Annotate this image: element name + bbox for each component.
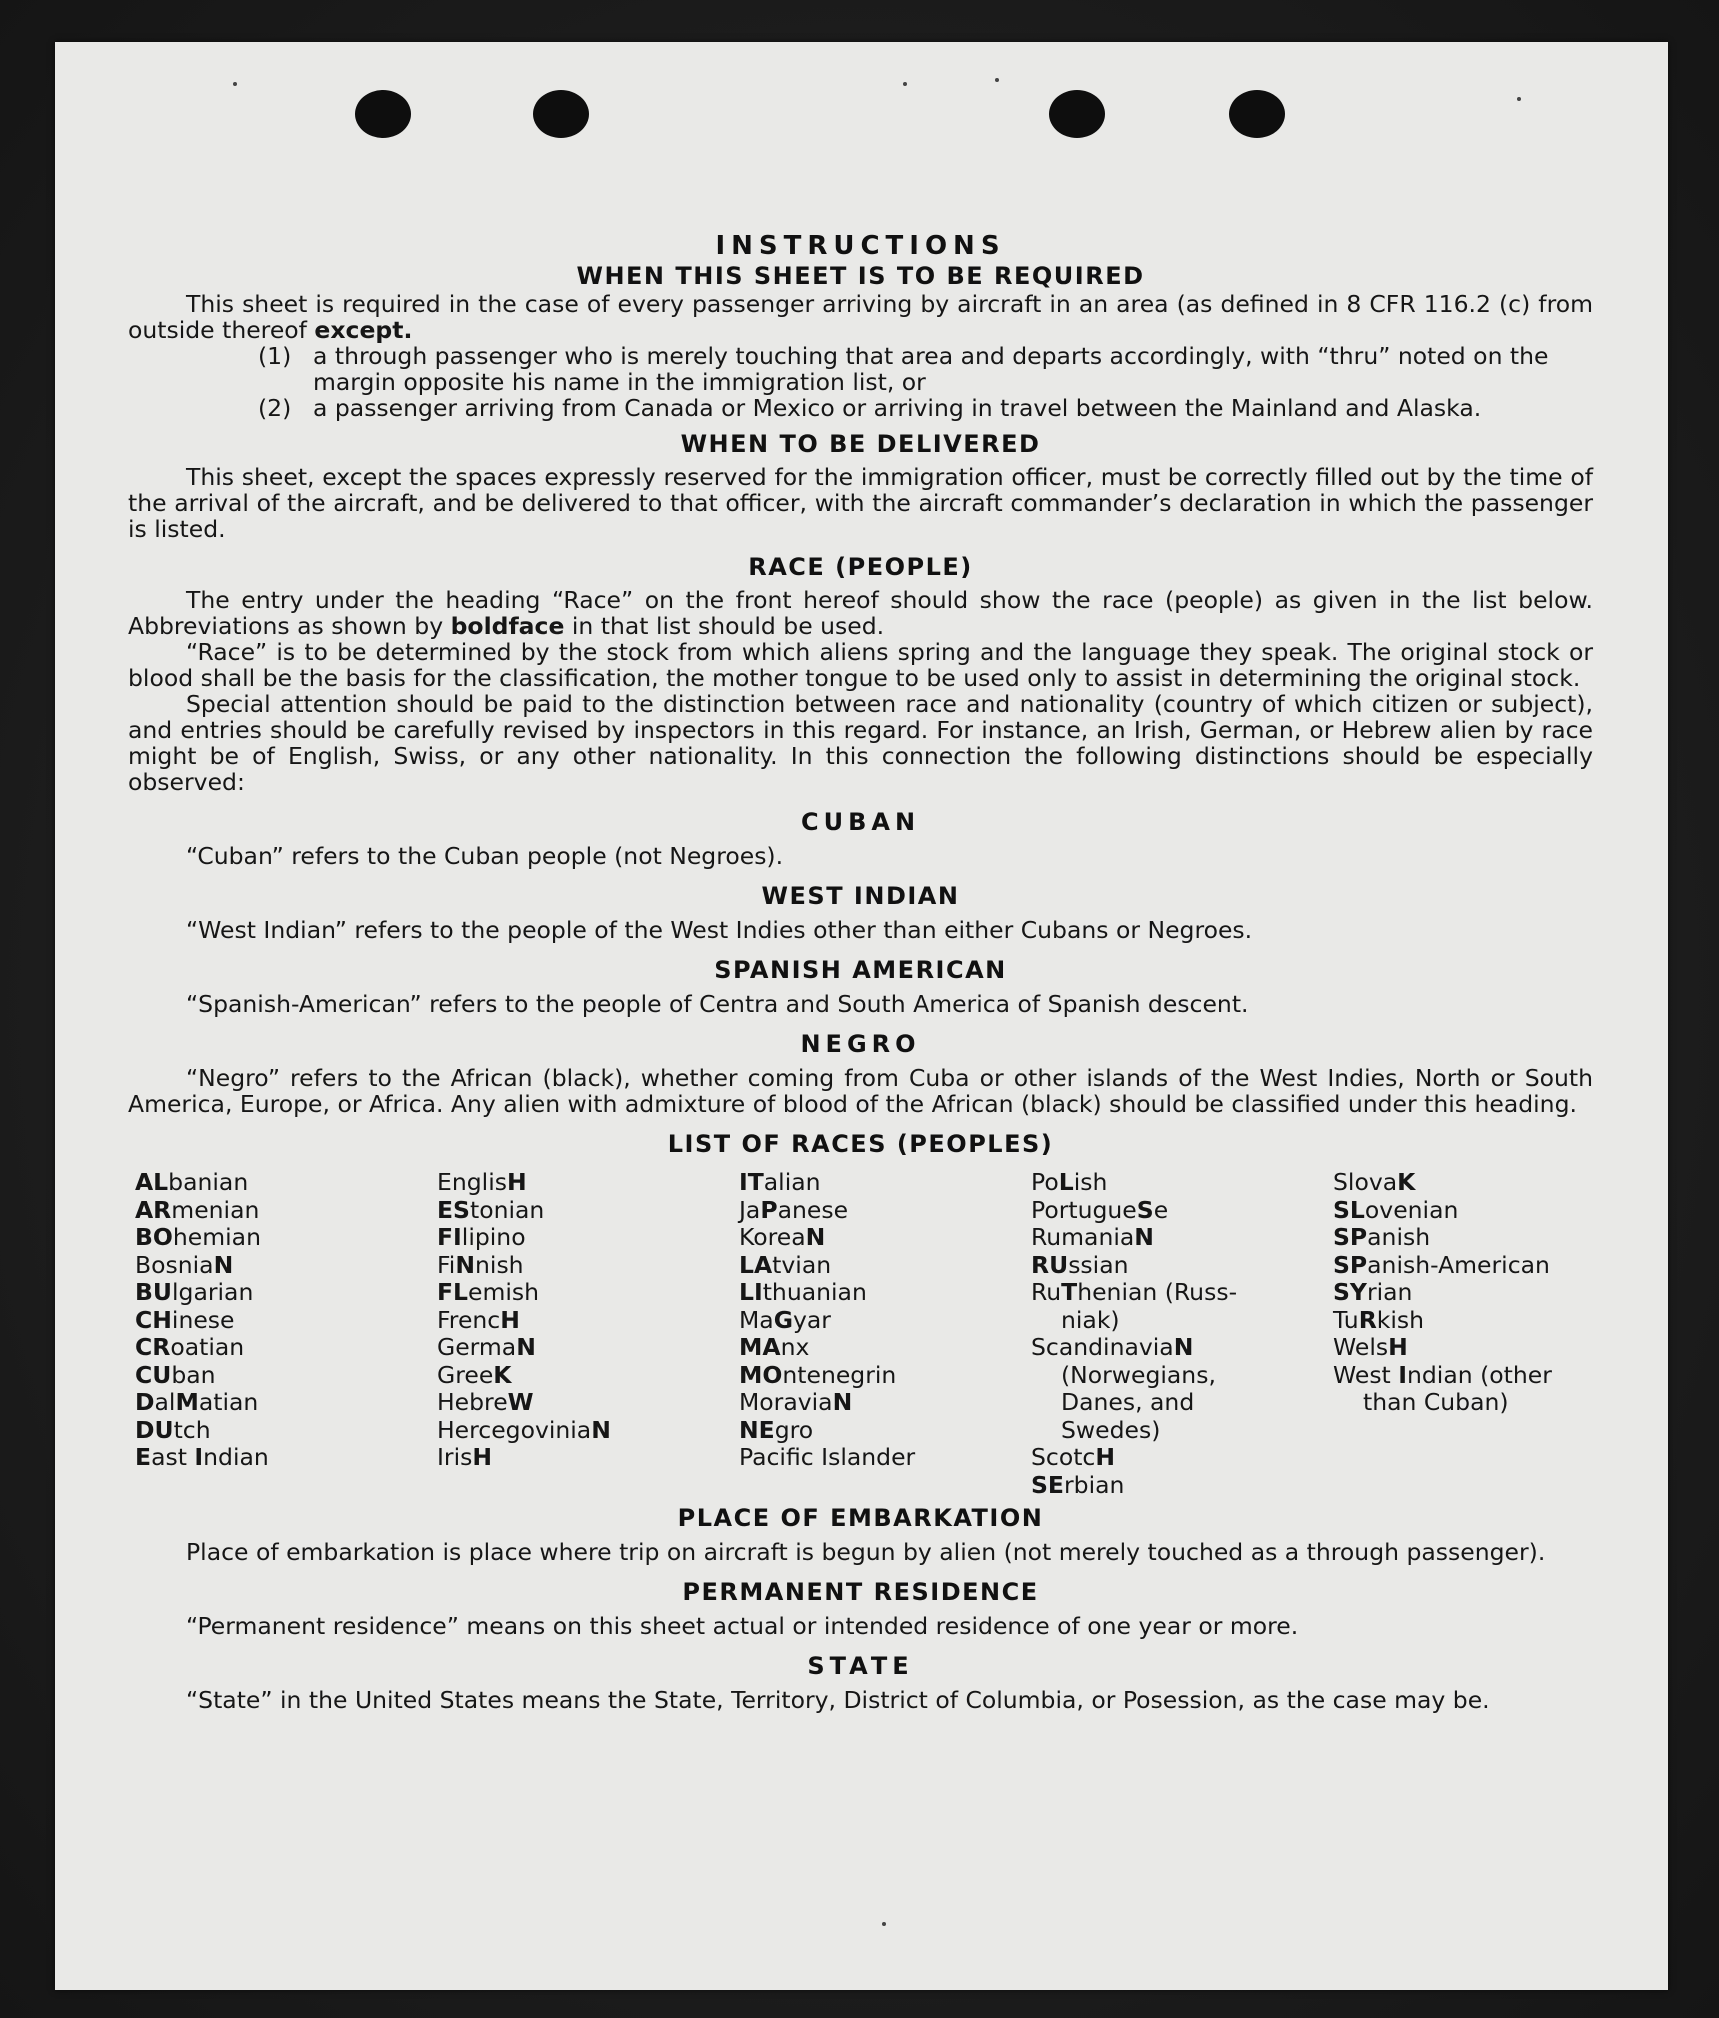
race-abbreviation: MA bbox=[739, 1333, 781, 1361]
race-name-part: nish bbox=[475, 1250, 524, 1279]
race-name-part: Scotc bbox=[1031, 1443, 1096, 1471]
negro-text: “Negro” refers to the African (black), whether coming from Cuba or other islands of the West Indies, North or South America, Europe, or Africa. Any alien with admixture of blood of the African (black) should be classified under this heading. bbox=[128, 1064, 1593, 1118]
heading-when-required: WHEN THIS SHEET IS TO BE REQUIRED bbox=[576, 262, 1145, 290]
race-column bbox=[135, 1169, 437, 1499]
race-abbreviation: BO bbox=[135, 1223, 173, 1251]
race-name-part: ssian bbox=[1068, 1250, 1129, 1279]
race-abbreviation: MO bbox=[739, 1360, 783, 1389]
race-entry bbox=[1031, 1307, 1333, 1335]
race-abbreviation: I bbox=[1398, 1360, 1407, 1389]
race-abbreviation: FL bbox=[437, 1278, 469, 1306]
race-entry bbox=[1031, 1444, 1333, 1472]
race-entry bbox=[1031, 1197, 1333, 1225]
race-abbreviation: H bbox=[472, 1443, 493, 1471]
race-abbreviation: AL bbox=[135, 1168, 169, 1196]
heading-spanish-american: SPANISH AMERICAN bbox=[714, 956, 1007, 984]
heading-negro: NEGRO bbox=[800, 1030, 921, 1058]
race-entry bbox=[135, 1169, 437, 1197]
race-name-part: Slova bbox=[1333, 1168, 1398, 1196]
race-name-part: Ma bbox=[739, 1305, 774, 1334]
race-name-part: Po bbox=[1031, 1168, 1059, 1196]
race-name-part: ndian bbox=[203, 1443, 269, 1471]
race-name-part: than Cuban) bbox=[1363, 1388, 1509, 1416]
instructions-content bbox=[128, 190, 1593, 1713]
heading-cuban: CUBAN bbox=[800, 808, 921, 836]
race-abbreviation: BU bbox=[135, 1278, 172, 1306]
race-abbreviation: SL bbox=[1333, 1195, 1365, 1224]
race-abbreviation: NE bbox=[739, 1415, 775, 1444]
race-entry bbox=[135, 1444, 437, 1472]
race-name-part: tch bbox=[173, 1415, 211, 1444]
heading-race: RACE (PEOPLE) bbox=[748, 553, 973, 581]
race-abbreviation: N bbox=[591, 1415, 611, 1444]
race-name-part: Korea bbox=[739, 1223, 806, 1251]
race-p1-bold: boldface bbox=[450, 612, 565, 640]
race-name-part: gro bbox=[774, 1415, 814, 1444]
document-sheet bbox=[55, 42, 1668, 1990]
race-entry bbox=[739, 1169, 1031, 1197]
punch-hole bbox=[1229, 90, 1285, 138]
cuban-text: “Cuban” refers to the Cuban people (not Negroes). bbox=[186, 842, 784, 870]
when-required-except: except. bbox=[314, 316, 413, 344]
race-abbreviation: S bbox=[1136, 1195, 1154, 1224]
race-entry bbox=[1333, 1224, 1593, 1252]
race-name-part: tonian bbox=[469, 1195, 545, 1224]
race-name-part: lipino bbox=[461, 1223, 526, 1251]
race-abbreviation: AR bbox=[135, 1195, 172, 1224]
race-name-part: Danes, and bbox=[1061, 1388, 1195, 1416]
race-name-part: alian bbox=[763, 1168, 821, 1196]
race-abbreviation: N bbox=[213, 1250, 234, 1279]
race-abbreviation: SP bbox=[1333, 1250, 1368, 1279]
race-entry bbox=[135, 1197, 437, 1225]
race-abbreviation: E bbox=[135, 1443, 152, 1471]
heading-when-delivered: WHEN TO BE DELIVERED bbox=[680, 430, 1041, 458]
race-entry bbox=[437, 1362, 739, 1390]
race-abbreviation: N bbox=[1134, 1223, 1154, 1251]
race-abbreviation: H bbox=[1095, 1443, 1116, 1471]
race-entry bbox=[1031, 1279, 1333, 1307]
punch-hole bbox=[355, 90, 411, 138]
dust-speck bbox=[1517, 97, 1521, 101]
race-name-part: Frenc bbox=[437, 1305, 501, 1334]
race-entry bbox=[1031, 1389, 1333, 1417]
race-abbreviation: LA bbox=[739, 1250, 773, 1279]
race-name-part: hemian bbox=[172, 1223, 261, 1251]
race-entry bbox=[1333, 1169, 1593, 1197]
race-entry bbox=[135, 1362, 437, 1390]
race-abbreviation: IT bbox=[739, 1168, 764, 1196]
race-abbreviation: N bbox=[1173, 1333, 1194, 1361]
race-abbreviation: H bbox=[1388, 1333, 1408, 1361]
race-entry bbox=[1333, 1362, 1593, 1390]
race-name-part: ish bbox=[1073, 1168, 1108, 1196]
race-entry bbox=[135, 1279, 437, 1307]
race-list bbox=[135, 1169, 1593, 1499]
race-entry bbox=[1333, 1197, 1593, 1225]
state-text: “State” in the United States means the State, Territory, District of Columbia, or Posession, as the case may be. bbox=[186, 1686, 1490, 1714]
race-abbreviation: SY bbox=[1333, 1278, 1367, 1306]
race-entry bbox=[1031, 1169, 1333, 1197]
dust-speck bbox=[903, 82, 907, 86]
punch-hole bbox=[533, 90, 589, 138]
race-name-part: Iris bbox=[437, 1443, 473, 1471]
race-name-part: menian bbox=[171, 1195, 260, 1224]
race-column bbox=[1333, 1169, 1593, 1499]
race-abbreviation: FI bbox=[437, 1223, 462, 1251]
race-paragraph-1 bbox=[128, 587, 1593, 639]
when-required-intro-text: This sheet is required in the case of every passenger arriving by aircraft in an area (as defined in 8 CFR 116.2 (c) from outside thereof bbox=[128, 290, 1593, 344]
spanish-american-text: “Spanish-American” refers to the people of Centra and South America of Spanish descent. bbox=[186, 990, 1249, 1018]
race-name-part: nx bbox=[780, 1333, 810, 1361]
race-abbreviation: DU bbox=[135, 1415, 174, 1444]
race-entry bbox=[135, 1389, 437, 1417]
race-name-part: kish bbox=[1376, 1305, 1425, 1334]
race-entry bbox=[739, 1417, 1031, 1445]
race-entry bbox=[437, 1197, 739, 1225]
race-abbreviation: W bbox=[507, 1388, 534, 1416]
race-name-part: Englis bbox=[437, 1168, 507, 1196]
race-name-part: al bbox=[154, 1388, 176, 1416]
race-abbreviation: K bbox=[1397, 1168, 1416, 1196]
race-name-part: Hebre bbox=[437, 1388, 508, 1416]
race-abbreviation: P bbox=[760, 1195, 778, 1224]
race-entry bbox=[1031, 1252, 1333, 1280]
race-entry bbox=[739, 1362, 1031, 1390]
exception-text: a passenger arriving from Canada or Mexico or arriving in travel between the Mainland and Alaska. bbox=[313, 394, 1482, 422]
race-name-part: inese bbox=[171, 1305, 235, 1334]
heading-permanent-residence: PERMANENT RESIDENCE bbox=[682, 1578, 1039, 1606]
race-abbreviation: N bbox=[805, 1223, 826, 1251]
race-p1-text: The entry under the heading “Race” on the front hereof should show the race (people) as given in the list below. Abbreviations as shown by bbox=[128, 586, 1593, 640]
when-required-intro bbox=[128, 291, 1593, 343]
race-name-part: ndian (other bbox=[1407, 1360, 1552, 1389]
race-paragraph-3: Special attention should be paid to the distinction between race and nationality (country of which citizen or subject), and entries should be carefully revised by inspectors in this regard. For instance, an Irish, German, or Hebrew alien by race might be of English, Swiss, or any other nationality. In this connection the following distinctions should be especially observed: bbox=[128, 690, 1593, 796]
race-abbreviation: M bbox=[175, 1388, 199, 1416]
heading-list-of-races: LIST OF RACES (PEOPLES) bbox=[667, 1130, 1054, 1158]
race-name-part: Gree bbox=[437, 1360, 494, 1389]
race-name-part: ast bbox=[151, 1443, 195, 1471]
race-name-part: Scandinavia bbox=[1031, 1333, 1174, 1361]
race-entry bbox=[437, 1334, 739, 1362]
race-entry bbox=[437, 1307, 739, 1335]
race-entry bbox=[1031, 1224, 1333, 1252]
race-entry bbox=[1333, 1279, 1593, 1307]
race-name-part: Ru bbox=[1031, 1278, 1062, 1306]
race-paragraph-2: “Race” is to be determined by the stock from which aliens spring and the language they speak. The original stock or blood shall be the basis for the classification, the mother tongue to be used only to assist in determining the original stock. bbox=[128, 638, 1593, 692]
race-entry bbox=[135, 1224, 437, 1252]
race-abbreviation: G bbox=[773, 1305, 793, 1334]
race-name-part: Rumania bbox=[1031, 1223, 1135, 1251]
race-name-part: oatian bbox=[170, 1333, 245, 1361]
race-abbreviation: T bbox=[1061, 1278, 1078, 1306]
race-name-part: yar bbox=[792, 1305, 831, 1334]
exception-number: (1) bbox=[258, 342, 292, 370]
heading-embarkation: PLACE OF EMBARKATION bbox=[677, 1504, 1044, 1532]
race-entry bbox=[739, 1252, 1031, 1280]
race-name-part: lgarian bbox=[172, 1278, 254, 1306]
race-entry bbox=[135, 1334, 437, 1362]
race-entry bbox=[437, 1252, 739, 1280]
race-name-part: Moravia bbox=[739, 1388, 833, 1416]
race-entry bbox=[1333, 1389, 1593, 1417]
race-abbreviation: N bbox=[455, 1250, 476, 1279]
race-entry bbox=[437, 1389, 739, 1417]
race-abbreviation: H bbox=[500, 1305, 520, 1334]
page-title: INSTRUCTIONS bbox=[715, 231, 1006, 261]
race-name-part: henian (Russ- bbox=[1077, 1278, 1238, 1306]
punch-hole bbox=[1049, 90, 1105, 138]
race-name-part: Ja bbox=[739, 1195, 761, 1224]
race-entry bbox=[739, 1307, 1031, 1335]
race-name-part: e bbox=[1153, 1195, 1169, 1224]
race-name-part: banian bbox=[168, 1168, 249, 1196]
race-name-part: rbian bbox=[1063, 1470, 1125, 1499]
race-entry bbox=[1333, 1307, 1593, 1335]
race-name-part: ntenegrin bbox=[782, 1360, 897, 1389]
race-entry bbox=[135, 1417, 437, 1445]
race-abbreviation: R bbox=[1358, 1305, 1377, 1334]
race-name-part: Bosnia bbox=[135, 1250, 214, 1279]
race-name-part: Fi bbox=[437, 1250, 456, 1279]
permanent-residence-text: “Permanent residence” means on this sheet actual or intended residence of one year or more. bbox=[186, 1612, 1299, 1640]
race-entry bbox=[437, 1417, 739, 1445]
race-name-part: Hercegovinia bbox=[437, 1415, 592, 1444]
race-entry bbox=[739, 1444, 1031, 1472]
race-abbreviation: D bbox=[135, 1388, 155, 1416]
race-name-part: emish bbox=[468, 1278, 540, 1306]
race-abbreviation: L bbox=[1058, 1168, 1074, 1196]
race-abbreviation: K bbox=[493, 1360, 512, 1389]
when-delivered-text: This sheet, except the spaces expressly reserved for the immigration officer, must be correctly filled out by the time of the arrival of the aircraft, and be delivered to that officer, with the aircraft commander’s declaration in which the passenger is listed. bbox=[128, 463, 1593, 543]
race-name-part: anish-American bbox=[1367, 1250, 1550, 1279]
exception-item bbox=[128, 395, 1593, 421]
race-entry bbox=[437, 1444, 739, 1472]
race-entry bbox=[1333, 1334, 1593, 1362]
heading-west-indian: WEST INDIAN bbox=[761, 882, 960, 910]
race-abbreviation: N bbox=[832, 1388, 853, 1416]
dust-speck bbox=[995, 78, 999, 82]
race-name-part: Germa bbox=[437, 1333, 517, 1361]
dust-speck bbox=[882, 1922, 886, 1926]
race-entry bbox=[739, 1197, 1031, 1225]
race-entry bbox=[437, 1224, 739, 1252]
race-column bbox=[437, 1169, 739, 1499]
race-abbreviation: N bbox=[516, 1333, 536, 1361]
race-name-part: anese bbox=[777, 1195, 849, 1224]
race-name-part: Wels bbox=[1333, 1333, 1389, 1361]
race-entry bbox=[1031, 1362, 1333, 1390]
race-entry bbox=[437, 1279, 739, 1307]
race-name-part: Pacific Islander bbox=[739, 1443, 916, 1471]
race-name-part: ban bbox=[171, 1360, 216, 1389]
race-name-part: niak) bbox=[1061, 1305, 1120, 1334]
race-name-part: (Norwegians, bbox=[1061, 1360, 1216, 1389]
dust-speck bbox=[233, 82, 237, 86]
race-abbreviation: SP bbox=[1333, 1223, 1368, 1251]
race-entry bbox=[739, 1334, 1031, 1362]
west-indian-text: “West Indian” refers to the people of the West Indies other than either Cubans or Negroes. bbox=[186, 916, 1253, 944]
race-name-part: ovenian bbox=[1364, 1195, 1459, 1224]
embarkation-text: Place of embarkation is place where trip on aircraft is begun by alien (not merely touched as a through passenger). bbox=[186, 1538, 1546, 1566]
race-name-part: tvian bbox=[772, 1250, 832, 1279]
race-name-part: anish bbox=[1367, 1223, 1431, 1251]
race-abbreviation: CU bbox=[135, 1360, 172, 1389]
race-name-part: atian bbox=[198, 1388, 259, 1416]
race-entry bbox=[1031, 1334, 1333, 1362]
race-abbreviation: SE bbox=[1031, 1470, 1064, 1499]
race-p1-text-end: in that list should be used. bbox=[571, 612, 885, 640]
race-abbreviation: I bbox=[194, 1443, 204, 1471]
race-abbreviation: ES bbox=[437, 1195, 470, 1224]
exception-item bbox=[128, 343, 1593, 395]
race-abbreviation: H bbox=[506, 1168, 527, 1196]
race-entry bbox=[739, 1279, 1031, 1307]
race-entry bbox=[1031, 1472, 1333, 1500]
race-abbreviation: CR bbox=[135, 1333, 171, 1361]
exception-text: a through passenger who is merely touching that area and departs accordingly, with “thru” noted on the margin opposite his name in the immigration list, or bbox=[313, 342, 1549, 396]
race-entry bbox=[1031, 1417, 1333, 1445]
race-name-part: Swedes) bbox=[1061, 1415, 1161, 1444]
exception-number: (2) bbox=[258, 394, 292, 422]
race-column bbox=[739, 1169, 1031, 1499]
race-entry bbox=[135, 1252, 437, 1280]
race-name-part: Portugue bbox=[1031, 1195, 1137, 1224]
heading-state: STATE bbox=[807, 1652, 914, 1680]
race-name-part: thuanian bbox=[762, 1278, 867, 1306]
race-entry bbox=[437, 1169, 739, 1197]
race-entry bbox=[1333, 1252, 1593, 1280]
race-name-part: Tu bbox=[1333, 1305, 1359, 1334]
race-abbreviation: LI bbox=[739, 1278, 763, 1306]
race-entry bbox=[135, 1307, 437, 1335]
race-name-part: West bbox=[1333, 1360, 1399, 1389]
race-abbreviation: RU bbox=[1031, 1250, 1069, 1279]
race-name-part: rian bbox=[1366, 1278, 1413, 1306]
race-entry bbox=[739, 1389, 1031, 1417]
race-entry bbox=[739, 1224, 1031, 1252]
race-abbreviation: CH bbox=[135, 1305, 172, 1334]
race-column bbox=[1031, 1169, 1333, 1499]
